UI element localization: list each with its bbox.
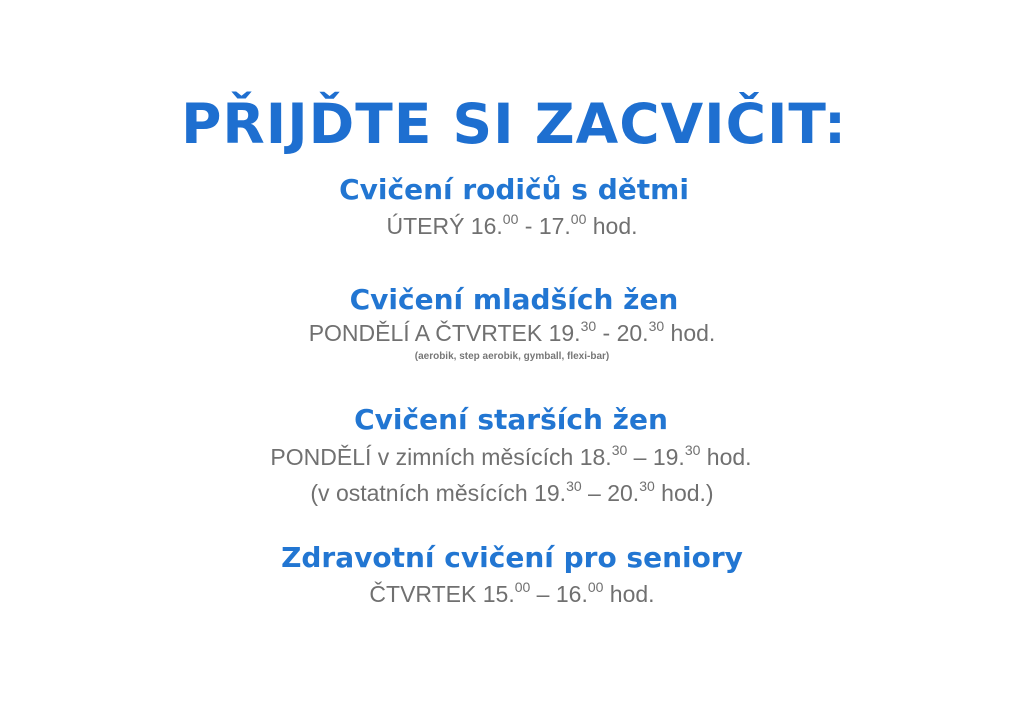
schedule-text: ČTVRTEK 15. bbox=[369, 581, 515, 607]
schedule-parents-children bbox=[0, 213, 1024, 240]
section-heading-younger-women: Cvičení mladších žen bbox=[349, 283, 679, 316]
schedule-older-women-winter bbox=[0, 444, 1023, 471]
schedule-text: PONDĚLÍ v zimních měsících 18. bbox=[270, 444, 612, 470]
schedule-text: – 19. bbox=[627, 444, 685, 470]
schedule-text: – 16. bbox=[530, 581, 588, 607]
time-minutes: 30 bbox=[648, 318, 665, 334]
section-heading-parents-children: Cvičení rodičů s dětmi bbox=[339, 173, 689, 206]
schedule-text: - 20. bbox=[596, 320, 649, 346]
schedule-text: – 20. bbox=[581, 480, 640, 506]
activity-note: (aerobik, step aerobik, gymball, flexi-bar) bbox=[414, 351, 610, 362]
time-minutes: 00 bbox=[514, 579, 531, 595]
time-minutes: 30 bbox=[684, 442, 701, 458]
section-heading-older-women: Cvičení starších žen bbox=[354, 403, 668, 436]
section-heading-seniors: Zdravotní cvičení pro seniory bbox=[281, 541, 743, 574]
schedule-text: (v ostatních měsících 19. bbox=[310, 480, 567, 506]
schedule-text: ÚTERÝ 16. bbox=[386, 213, 503, 239]
time-minutes: 30 bbox=[580, 318, 597, 334]
time-minutes: 30 bbox=[611, 442, 628, 458]
schedule-text: hod. bbox=[586, 213, 638, 239]
time-minutes: 30 bbox=[566, 478, 582, 494]
time-minutes: 30 bbox=[639, 478, 655, 494]
time-minutes: 00 bbox=[587, 579, 604, 595]
schedule-seniors bbox=[0, 581, 1024, 608]
time-minutes: 00 bbox=[570, 211, 587, 227]
schedule-younger-women bbox=[0, 320, 1024, 347]
schedule-text: hod. bbox=[603, 581, 655, 607]
schedule-text: - 17. bbox=[518, 213, 571, 239]
schedule-text: hod. bbox=[700, 444, 752, 470]
schedule-text: PONDĚLÍ A ČTVRTEK 19. bbox=[308, 320, 581, 346]
page-title: PŘIJĎTE SI ZACVIČIT: bbox=[181, 92, 847, 156]
schedule-text: hod.) bbox=[654, 480, 714, 506]
time-minutes: 00 bbox=[502, 211, 519, 227]
schedule-text: hod. bbox=[664, 320, 716, 346]
schedule-older-women-other bbox=[0, 480, 1024, 507]
